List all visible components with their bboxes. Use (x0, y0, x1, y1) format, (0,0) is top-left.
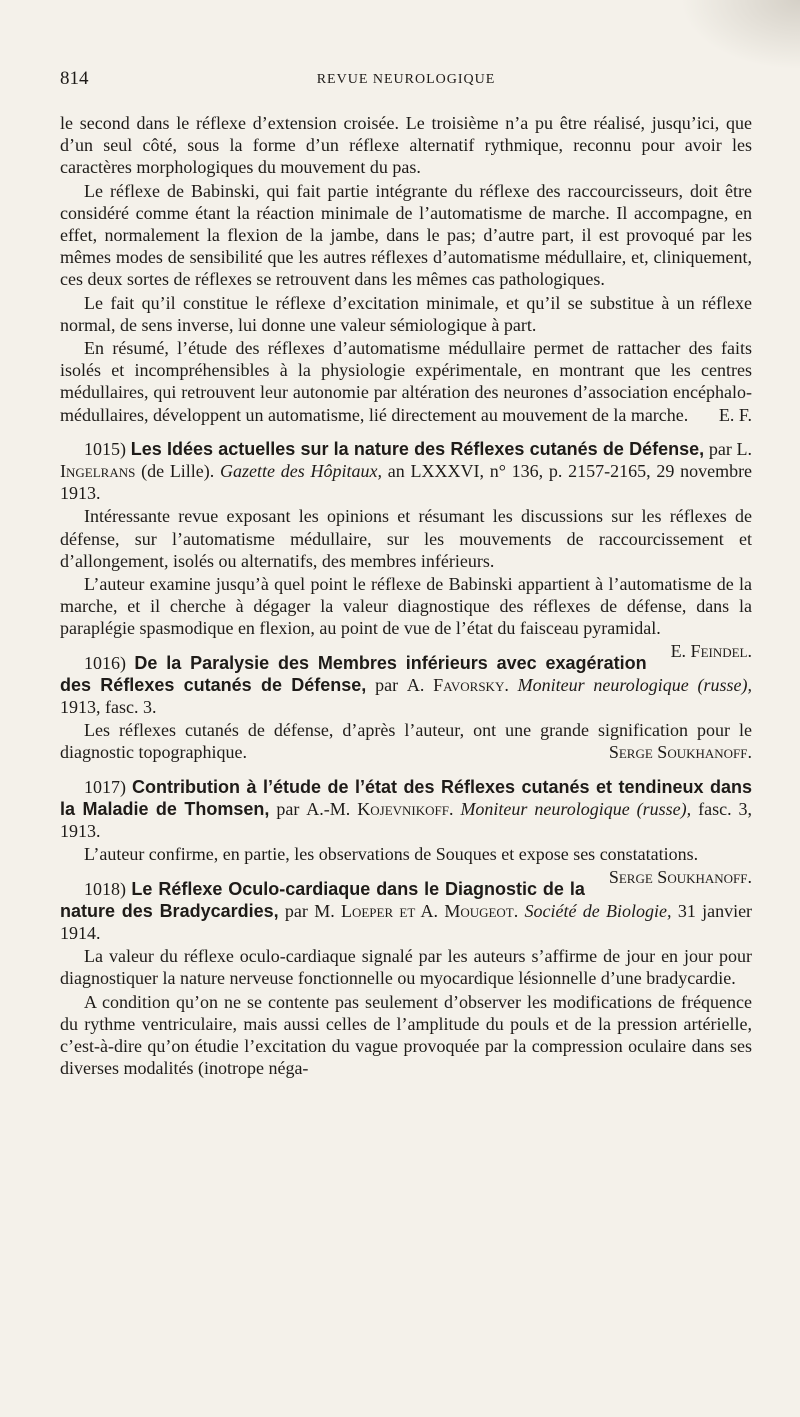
entry-affiliation: (de Lille). (141, 461, 215, 482)
entry-signature: Serge Soukhanoff. (608, 742, 752, 763)
entry-1018 (60, 878, 752, 1080)
entry-author: A. Favorsky. (406, 674, 509, 695)
entry-journal: Gazette des Hôpitaux, (220, 461, 382, 482)
intro-paragraph-1: le second dans le réflexe d’extension croisée. Le troisième n’a pu être réalisé, jusqu’ici, que d’un seul côté, sous la forme d’un réflexe alternatif rythmique, reconnu pour avoir les caractères morphologiques du mouvement du pas. (60, 113, 752, 178)
entry-author: M. Loeper et A. Mougeot. (314, 900, 519, 921)
entry-1017 (60, 776, 753, 887)
entry-citation: 31 janvier 1914. (60, 900, 753, 943)
entry-journal: Moniteur neurologique (russe), (517, 674, 753, 695)
entry-paragraph-1 (60, 719, 752, 763)
entry-author: L. Ingelrans (60, 438, 753, 482)
author-prefix: par (284, 900, 308, 921)
page-body (60, 112, 752, 1080)
entry-number: 1017) (84, 776, 126, 797)
entry-journal: Moniteur neurologique (russe), (460, 798, 692, 819)
entry-journal: Société de Biologie, (524, 900, 672, 921)
entry-paragraph-1 (60, 843, 752, 887)
entry-title: Les Idées actuelles sur la nature des Réflexes cutanés de Défense, (130, 438, 705, 459)
entry-title: De la Paralysie des Membres inférieurs avec exagération des Réflexes cutanés de Défense, (60, 652, 647, 695)
entry-number: 1016) (84, 652, 126, 673)
entry-paragraph-2-text: L’auteur examine jusqu’à quel point le réflexe de Babinski appartient à l’automatisme de la marche, et il cherche à dégager la valeur diagnostique des réflexes de défense, dans la paraplégie spasmodique en flexion, au point de vue de l’état du faisceau pyramidal. (60, 574, 752, 639)
running-title: REVUE NEUROLOGIQUE (316, 72, 496, 87)
entry-number: 1018) (84, 878, 126, 899)
page-number: 814 (60, 68, 89, 89)
entry-heading (60, 438, 752, 505)
page-header (60, 68, 752, 92)
entry-signature: E. Feindel. (670, 640, 752, 661)
intro-paragraph-4 (60, 337, 752, 426)
intro-paragraph-2: Le réflexe de Babinski, qui fait partie intégrante du réflexe des raccourcisseurs, doit être considéré comme étant la réaction minimale de l’automatisme de marche. Il accompagne, en effet, normalement la flexion de la jambe, dans le pas; d’autre part, il est provoqué par les mêmes modes de sensibilité que les autres réflexes d’automatisme médullaire, et, cliniquement, ces deux sortes de réflexes se retrouvent dans les mêmes cas pathologiques. (60, 180, 752, 290)
entry-paragraph-1-text: L’auteur confirme, en partie, les observations de Souques et expose ses constatations. (84, 844, 699, 865)
entry-1016 (60, 652, 752, 764)
entry-citation: fasc. 3, 1913. (60, 798, 753, 842)
entry-heading (60, 776, 752, 843)
author-prefix: par (276, 798, 300, 819)
entry-paragraph-1: La valeur du réflexe oculo-cardiaque signalé par les auteurs s’affirme de jour en jour pour diagnostiquer la nature nerveuse fonctionnelle ou myocardique lésionnelle d’une bradycardie. (60, 946, 752, 989)
entry-paragraph-2 (60, 573, 752, 661)
intro-signature: E. F. (718, 404, 752, 425)
author-prefix: par (375, 674, 399, 695)
intro-paragraph-3: Le fait qu’il constitue le réflexe d’excitation minimale, et qu’il se substitue à un réflexe normal, de sens inverse, lui donne une valeur sémiologique à part. (60, 292, 752, 335)
paper-stain (680, 0, 800, 70)
entry-paragraph-2: A condition qu’on ne se contente pas seulement d’observer les modifications de fréquence du rythme ventriculaire, mais aussi celles de l’amplitude du pouls et de la pression artérielle, c’est-à-dire qu’on étudie l’excitation du vague provoquée par la compression oculaire dans ses diverses modalités (inotrope néga- (60, 991, 752, 1079)
entry-paragraph-1-text: Les réflexes cutanés de défense, d’après l’auteur, ont une grande signification pour le diagnostic topographique. (60, 720, 752, 763)
entry-1015 (60, 438, 753, 661)
entry-citation: an LXXXVI, n° 136, p. 2157-2165, 29 novembre 1913. (60, 461, 753, 504)
entry-paragraph-1: Intéressante revue exposant les opinions et résumant les discussions sur les réflexes de défense, sur l’automatisme médullaire, sur les mouvements de raccourcissement et d’allongement, isolés ou alternatifs, des membres inférieurs. (60, 506, 752, 571)
entry-title: Le Réflexe Oculo-cardiaque dans le Diagnostic de la nature des Bradycardies, (60, 878, 585, 921)
entry-citation: 1913, fasc. 3. (60, 697, 157, 718)
entry-title: Contribution à l’étude de l’état des Réflexes cutanés et tendineux dans la Maladie de Thomsen, (60, 776, 752, 819)
author-prefix: par (708, 438, 732, 459)
intro-paragraph-4-text: En résumé, l’étude des réflexes d’automatisme médullaire permet de rattacher des faits isolés et incompréhensibles à la physiologie expérimentale, en montrant que les centres médullaires, qui retrouvent leur autonomie par altération des neurones d’association encéphalo-médullaires, développent un automatisme, lié directement au mouvement de la marche. (60, 338, 752, 425)
entry-signature: Serge Soukhanoff. (608, 866, 752, 887)
entry-number: 1015) (84, 438, 126, 459)
entry-author: A.-M. Kojevnikoff. (306, 798, 454, 819)
